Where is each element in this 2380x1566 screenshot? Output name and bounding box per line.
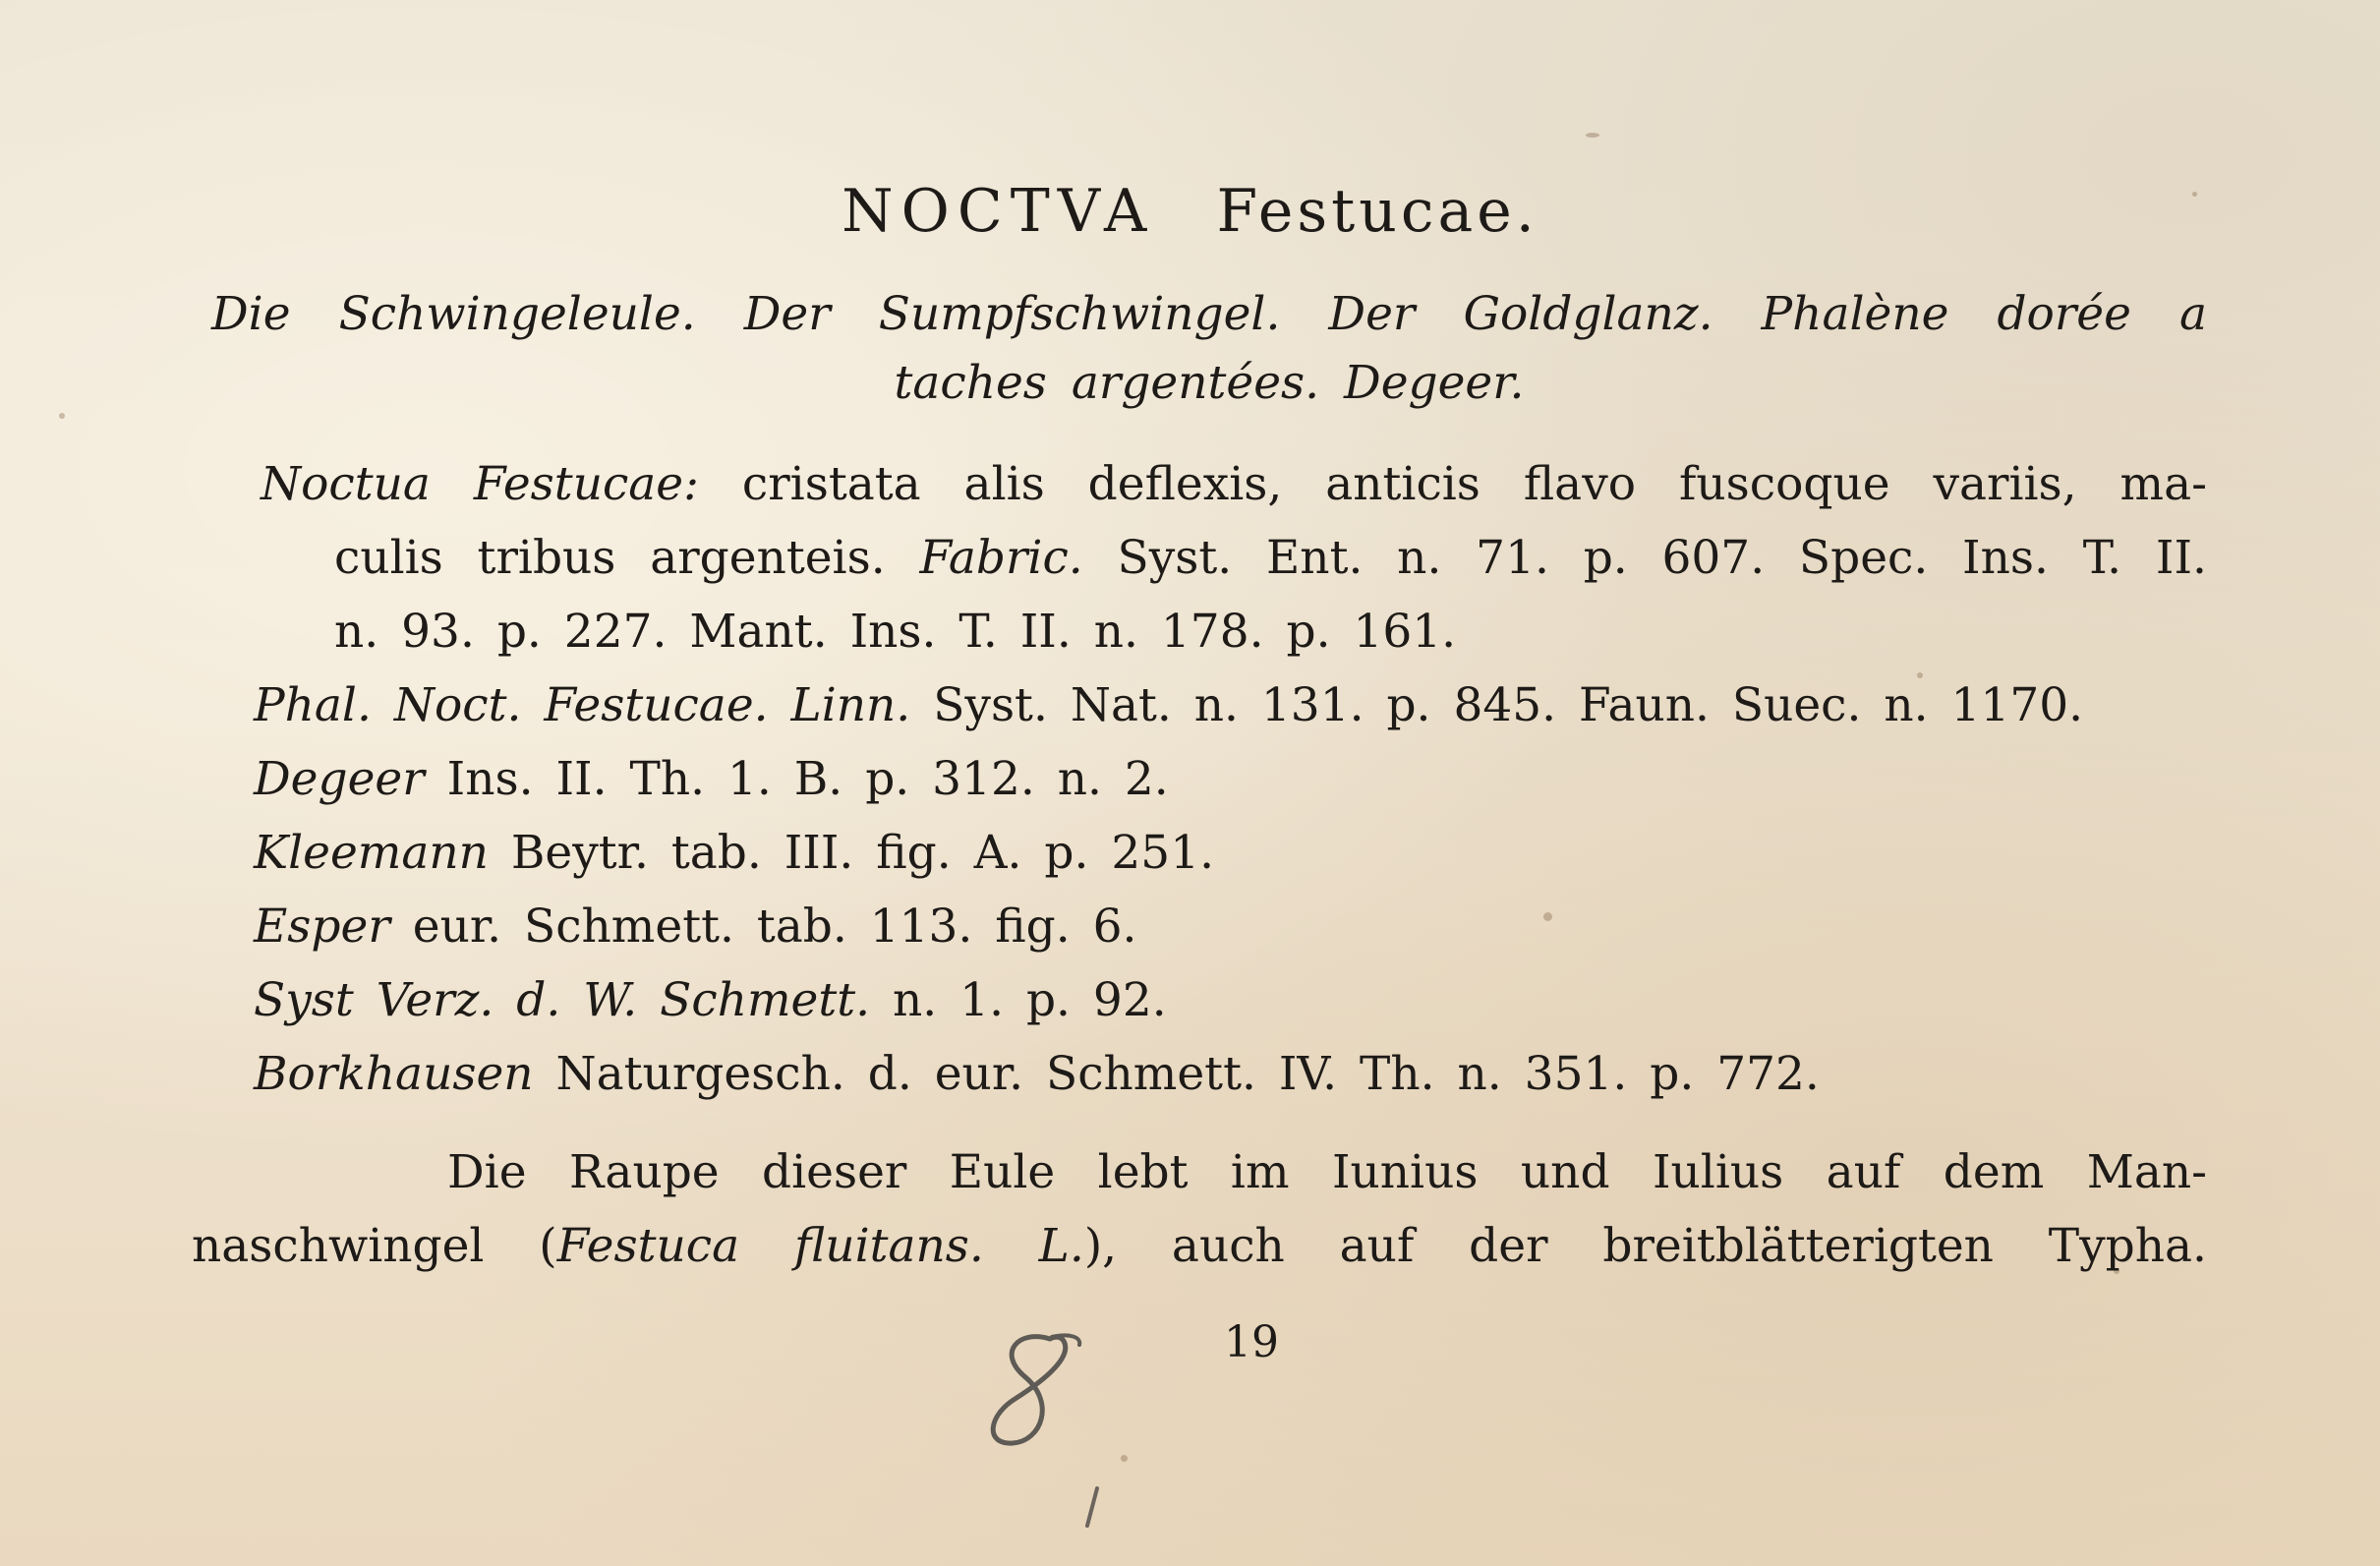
- reference-line: [254, 752, 1169, 806]
- page-title: [0, 177, 2380, 246]
- pencil-tick-mark: [1074, 1482, 1113, 1532]
- body-line-1: Die Raupe dieser Eule lebt im Iunius und Iulius auf dem Man-: [447, 1145, 2207, 1199]
- reference-text: Ins. II. Th. 1. B. p. 312. n. 2.: [446, 752, 1169, 806]
- diagnosis-line-1: [261, 457, 2207, 511]
- reference-line: [254, 899, 1136, 954]
- diagnosis-line-2: [334, 531, 2207, 585]
- title-species: Festucae.: [1216, 177, 1538, 246]
- diagnosis-author: Fabric.: [919, 531, 1083, 585]
- paper-speck: [1543, 912, 1552, 921]
- diagnosis-line-3: [334, 605, 1456, 659]
- diagnosis-text-2: culis tribus argenteis.: [334, 531, 886, 585]
- page-number: 19: [1224, 1317, 1279, 1367]
- body-italic-name: Festuca fluitans. L.: [556, 1219, 1084, 1273]
- body-text-2a: naschwingel (: [192, 1219, 557, 1273]
- reference-line: [254, 973, 1167, 1027]
- reference-text: Syst. Nat. n. 131. p. 845. Faun. Suec. n. 1170.: [933, 678, 2084, 732]
- reference-text: Beytr. tab. III. fig. A. p. 251.: [510, 826, 1215, 880]
- body-line-2: [192, 1219, 2207, 1273]
- paper-speck: [1121, 1455, 1128, 1462]
- common-names-line-1: Die Schwingeleule. Der Sumpfschwingel. Der Goldglanz. Phalène dorée a: [211, 287, 2207, 341]
- reference-text: eur. Schmett. tab. 113. fig. 6.: [412, 899, 1137, 954]
- reference-author: Degeer: [254, 752, 425, 806]
- diagnosis-name: Noctua Festucae:: [261, 457, 699, 511]
- body-text-2b: ), auch auf der breitblätterigten Typha.: [1083, 1219, 2207, 1273]
- reference-author: Phal. Noct. Festucae. Linn.: [254, 678, 911, 732]
- reference-line: [254, 826, 1214, 880]
- reference-line: [254, 1047, 1820, 1101]
- common-names: [211, 280, 2207, 418]
- paper-speck: [59, 413, 65, 419]
- paper-speck: [1586, 133, 1599, 138]
- diagnosis-text-3: n. 93. p. 227. Mant. Ins. T. II. n. 178. p. 161.: [334, 605, 1457, 659]
- reference-text: Naturgesch. d. eur. Schmett. IV. Th. n. 351. p. 772.: [555, 1047, 1820, 1101]
- handwritten-note: [979, 1325, 1087, 1453]
- common-names-line-2: taches argentées. Degeer.: [894, 356, 1525, 410]
- reference-text: n. 1. p. 92.: [893, 973, 1167, 1027]
- reference-author: Kleemann: [254, 826, 489, 880]
- diagnosis-ref-2: Syst. Ent. n. 71. p. 607. Spec. Ins. T. II.: [1117, 531, 2207, 585]
- reference-line: [254, 678, 2083, 732]
- reference-author: Syst Verz. d. W. Schmett.: [254, 973, 871, 1027]
- reference-author: Borkhausen: [254, 1047, 534, 1101]
- title-genus: NOCTVA: [842, 177, 1155, 246]
- diagnosis-text-1: cristata alis deflexis, anticis flavo fuscoque variis, ma-: [741, 457, 2207, 511]
- reference-author: Esper: [254, 899, 390, 954]
